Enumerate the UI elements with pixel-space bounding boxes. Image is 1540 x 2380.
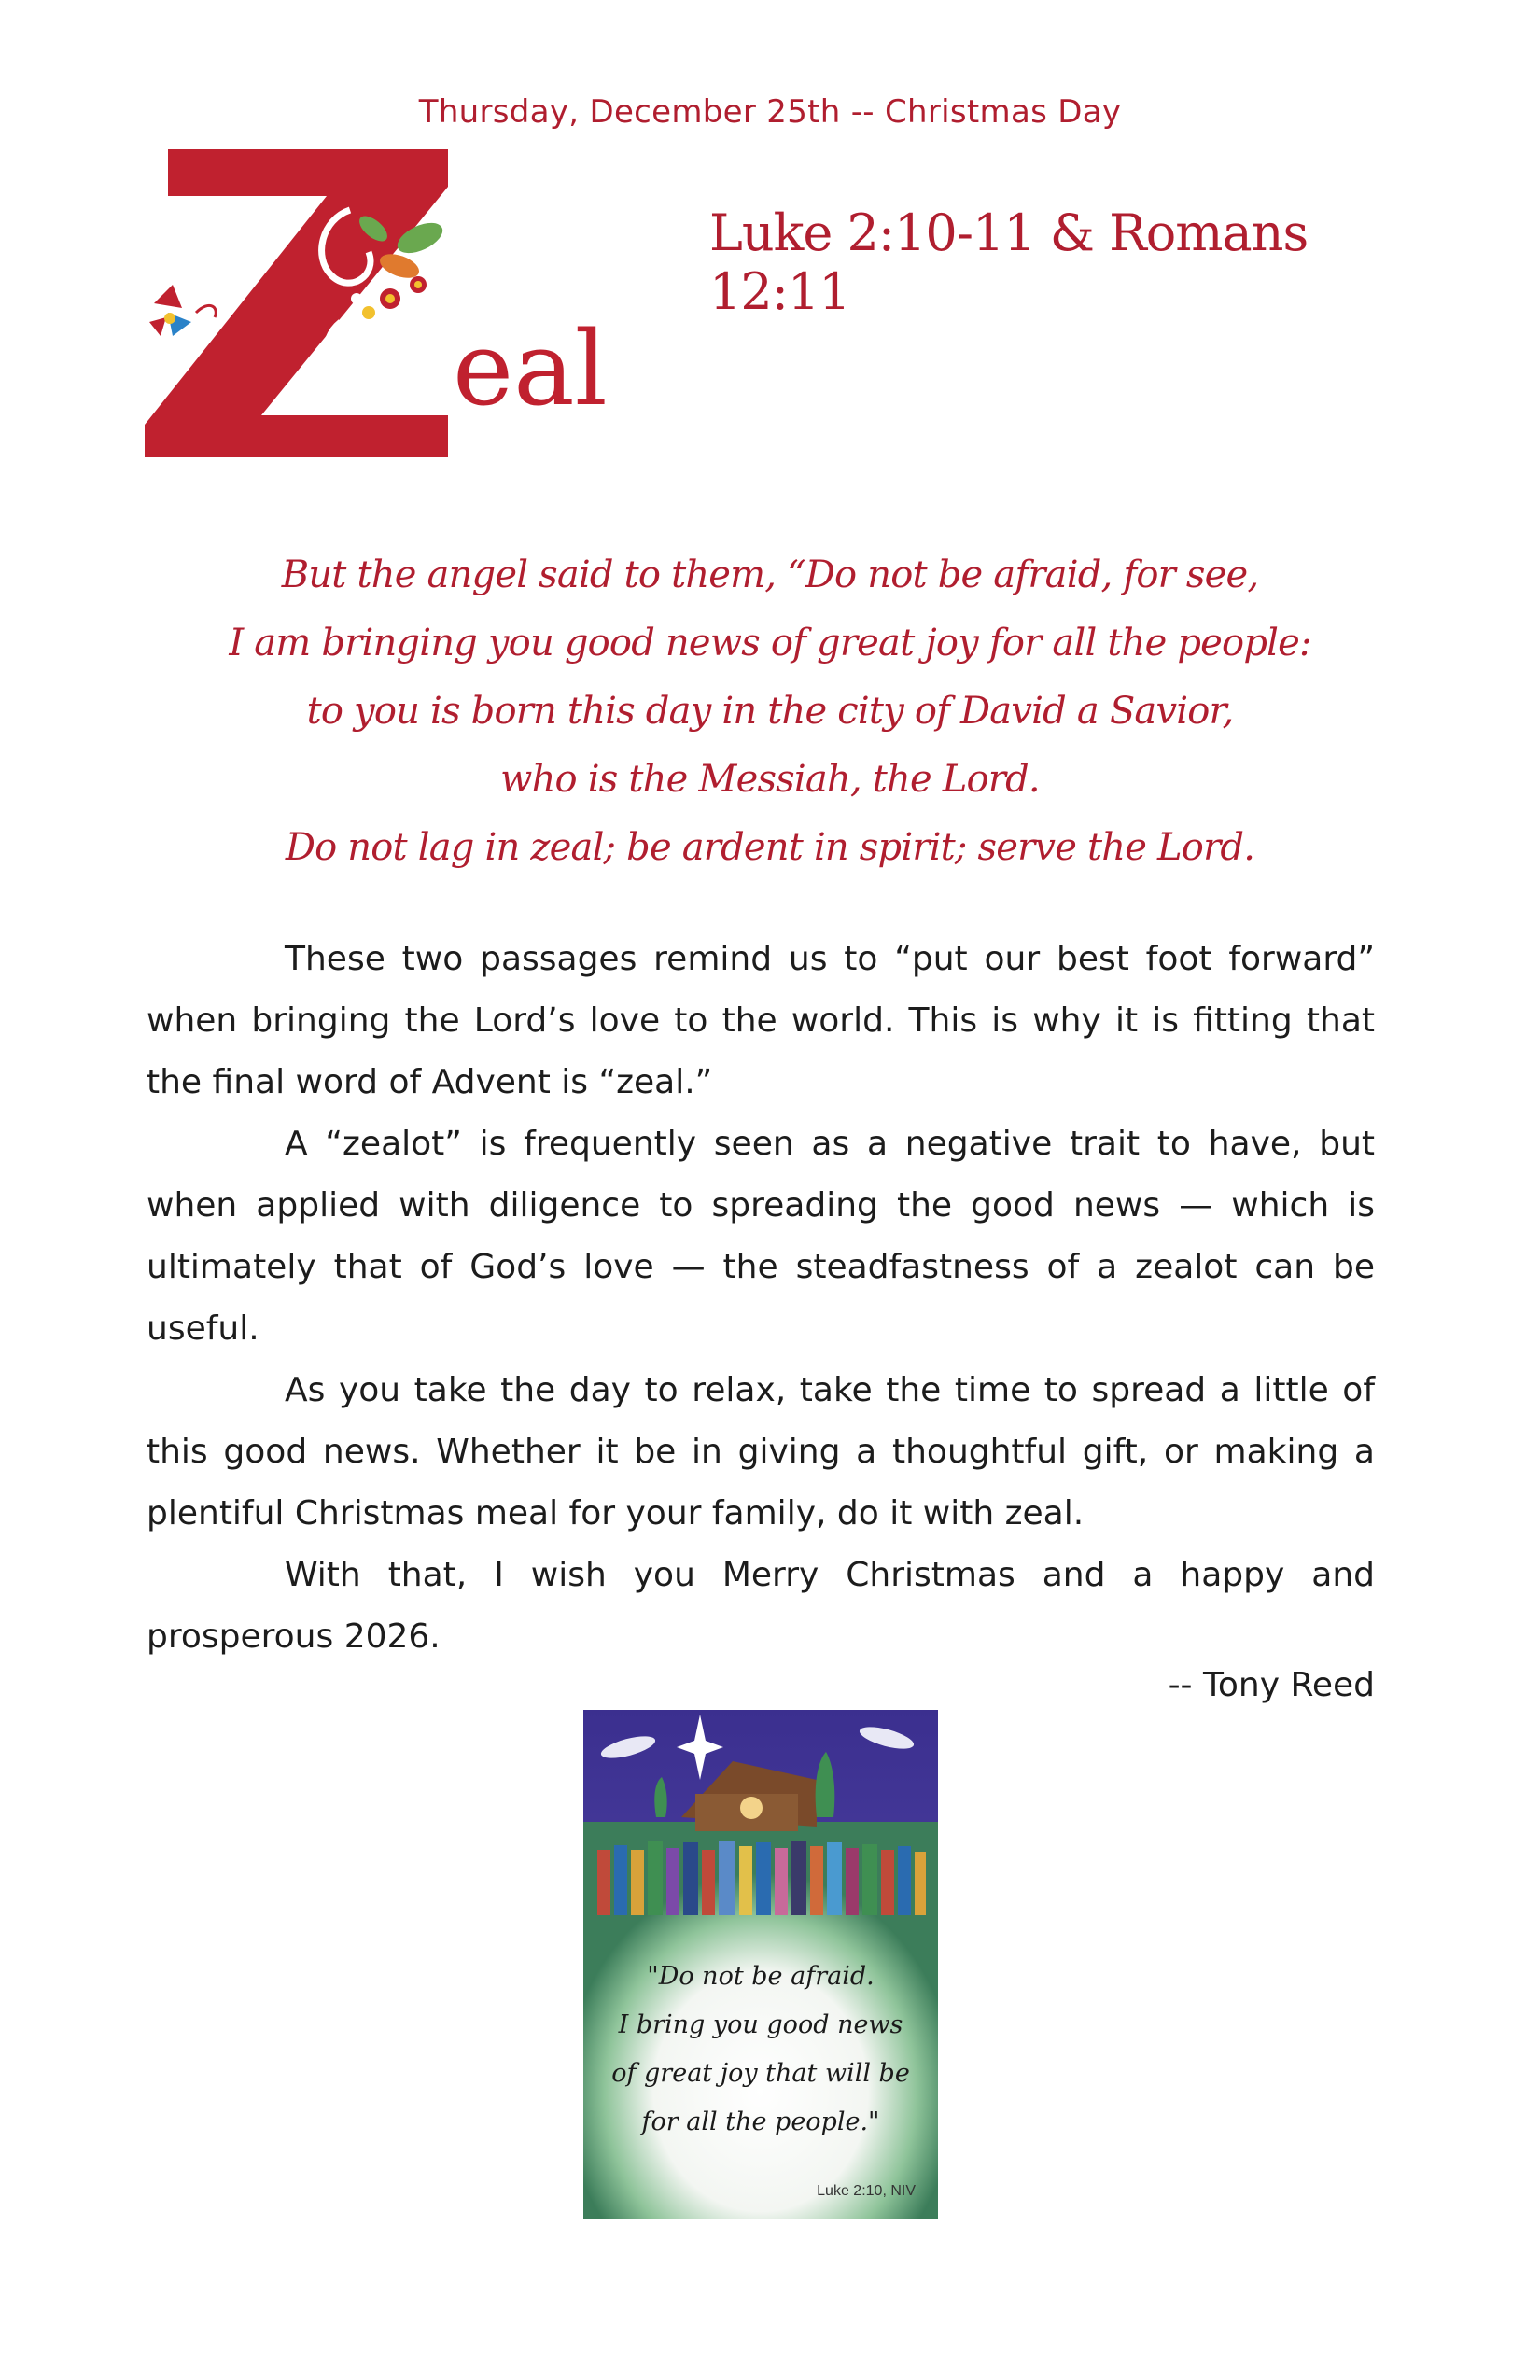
zeal-title-graphic [140,145,625,462]
paragraph: A “zealot” is frequently seen as a negative trait to have, but when applied with diligence to spreading the good news — which is ultimately that of God’s love — the steadfastness of a zealot can be useful. [147,1125,1375,1348]
card-quote-line: of great joy that will be [611,2059,910,2088]
paragraph: As you take the day to relax, take the time to spread a little of this good news. Whether it be in giving a thoughtful gift, or making a plentiful Christmas meal for your family, do it with zeal. [147,1371,1375,1533]
letter-z-shape [145,149,448,457]
date-header: Thursday, December 25th -- Christmas Day [418,93,1122,131]
card-quote-line: I bring you good news [618,2010,903,2039]
reflection-body [147,929,1375,1668]
card-quote-line: "Do not be afraid. [647,1962,875,1991]
author-signature: -- Tony Reed [1168,1666,1375,1704]
card-quote-line: for all the people." [641,2107,880,2136]
flower-ornament-left-icon [149,285,216,336]
verse-line: But the angel said to them, “Do not be afraid, for see, [281,553,1259,596]
paragraph: With that, I wish you Merry Christmas and a happy and prosperous 2026. [147,1556,1375,1656]
scripture-verse [140,541,1400,882]
card-quote [583,1953,938,2147]
scripture-reference: Luke 2:10-11 & Romans 12:11 [709,203,1309,321]
verse-line: Do not lag in zeal; be ardent in spirit; serve the Lord. [285,826,1255,869]
title-rest-text: eal [453,309,608,428]
paragraph: These two passages remind us to “put our best foot forward” when bringing the Lord’s love to the world. This is why it is fitting that the final word of Advent is “zeal.” [147,940,1375,1101]
nativity-card-image [583,1710,938,2219]
card-citation: Luke 2:10, NIV [817,2183,916,2199]
verse-line: I am bringing you good news of great joy for all the people: [229,622,1311,665]
verse-line: to you is born this day in the city of David a Savior, [306,690,1234,733]
verse-line: who is the Messiah, the Lord. [500,758,1040,801]
